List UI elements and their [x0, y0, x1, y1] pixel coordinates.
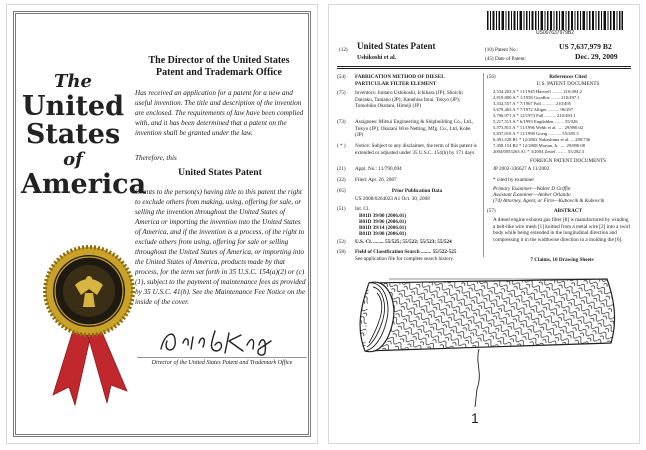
gold-seal-with-red-ribbon	[31, 245, 149, 415]
abstract-text: A diesel engine exhaust gas filter [8] is manufactured by winding a belt-like wire mesh [1] knitted from a metal wire [2] into a swirl body while being extended in the longitudinal direction and compressing it in the widthwise direction in a molding die [6].	[493, 217, 630, 243]
wire-mesh-filter-drawing	[349, 271, 619, 431]
patent-certificate-page	[6, 4, 318, 444]
drawing-reference-numeral: 1	[471, 410, 479, 426]
emblem-word: States	[25, 119, 121, 150]
emblem-word: United	[22, 91, 124, 122]
kind-code: (12)	[339, 47, 348, 53]
field-code: (21)	[337, 166, 346, 172]
claims-summary: 7 Claims, 10 Drawing Sheets	[530, 257, 594, 263]
column-divider	[483, 73, 484, 257]
int-cl-entry: B01D 39/14 (2006.01)	[359, 225, 407, 231]
reference-row: 5,573,815 A * 11/1996 Webb et al. ..... 29/890.02	[493, 125, 584, 130]
signature-line	[137, 357, 307, 358]
patent-date: Dec. 29, 2009	[575, 52, 618, 61]
us-cl: U.S. Cl. ........ 55/525; 55/522; 55/523; 55/524	[355, 239, 452, 245]
reference-row: 3,679,463 A * 7/1972 Alliger .......... 96/297	[493, 107, 574, 112]
emblem-word: of	[63, 149, 83, 170]
filed-date: Filed: Apr. 26, 2007	[355, 177, 397, 183]
field-code: (58)	[337, 249, 346, 255]
director-heading: The Director of the United States Patent and Trademark Office	[148, 55, 290, 78]
reference-row: 2,534,203 A * 11/1945 Harwell ......... 210/494.2	[493, 89, 582, 94]
header-rule	[337, 66, 631, 67]
emblem-word: America	[21, 169, 147, 200]
references-heading: References Cited	[549, 74, 587, 80]
attorney: (74) Attorney, Agent, or Firm—Kubovcik & Kubovcik	[493, 198, 605, 204]
inventors-field: Inventors: Juntaro Ushikoshi, Ichihara (JP); Shoichi Dairaku, Tamano (JP); Kanehisa Imai, Tokyo (JP); Tomohiko Okutani, Himeji (JP)	[355, 90, 463, 110]
emblem-united-states-of-america	[21, 71, 147, 200]
cited-note: * cited by examiner	[493, 177, 535, 183]
patent-number-label: (10) Patent No.:	[485, 47, 519, 53]
reference-row: 7,458,154 B2 * 12/2008 Marian, Jr. ..... 29/890.08	[493, 143, 586, 148]
date-label: (45) Date of Patent:	[485, 56, 527, 62]
field-code: (22)	[337, 177, 346, 183]
assignees-field: Assignees: Mitsui Engineering & Shipbuilding Co., Ltd., Tokyo (JP); Okutani Wire Netting, Mfg. Co., Ltd, Kobe (JP)	[355, 119, 474, 139]
invention-title: FABRICATION METHOD OF DIESEL PARTICULAR FILTER ELEMENT	[355, 74, 445, 87]
header-rule	[337, 68, 631, 69]
barcode-number: US007637979B2	[535, 30, 575, 36]
reference-row: 5,217,513 A * 6/1993 Engdahlen ........ 55/526	[493, 119, 578, 124]
reference-row: 5,837,018 A * 11/1998 Goerg ........... 55/385.3	[493, 131, 579, 136]
patent-heading: United States Patent	[357, 41, 436, 51]
field-of-search: Field of Classification Search ........ 55/522-525	[355, 249, 457, 255]
search-history-note: See application file for complete search history.	[355, 256, 454, 262]
prior-publication-heading: Prior Publication Data	[391, 188, 443, 194]
field-code: (65)	[337, 188, 346, 194]
reference-row: 6,491,528 B1 * 12/2002 Nakashima et al. ... 280/736	[493, 137, 591, 142]
patent-number: US 7,637,979 B2	[559, 42, 612, 51]
primary-examiner: Primary Examiner—Walter D Griffin	[493, 186, 571, 192]
notice-field: Notice: Subject to any disclaimer, the term of this patent is extended or adjusted under 35 U.S.C. 154(b) by 171 days.	[355, 143, 477, 156]
int-cl-entry: B01D 39/08 (2006.01)	[359, 231, 407, 237]
foreign-docs-heading: FOREIGN PATENT DOCUMENTS	[529, 158, 607, 164]
field-code: ( * )	[337, 143, 346, 149]
abstract-code: (57)	[487, 208, 496, 214]
reference-row: 2,819,800 A * 1/1958 Goodloe ........ 210/497.1	[493, 95, 580, 100]
inventors-short: Ushikoshi et al.	[357, 55, 397, 61]
assistant-examiner: Assistant Examiner—Amber Orlando	[493, 192, 571, 198]
int-cl-label: Int. Cl.	[355, 206, 370, 212]
emblem-word: The	[54, 71, 92, 92]
reference-row: 2004/0055263 A1 * 3/2004 Zettel ......... 55/282.3	[493, 149, 585, 154]
director-signature	[155, 323, 275, 357]
barcode	[487, 11, 623, 30]
patent-front-page: US007637979B2 (12) United States Patent Ushikoshi et al. (10) Patent No.: US 7,637,979 B2 (45) Date of Patent: Dec. 29, 2009 (54) FABRICATION METHOD OF DIESEL PARTICULAR FILTER ELEMENT (75) Inventors: Juntaro Ushikoshi, Ichihara (JP); Shoichi Dairaku, Tamano (JP); Kanehisa Imai, Tokyo (JP); Tomohiko Okutani, Himeji (JP) (73) Assignees: Mitsui Engineering & Shipbuilding Co., Ltd., Tokyo (JP); Okutani Wire Netting, Mfg. Co., Ltd, Kobe (JP) ( * ) Notice: Subject to any disclaimer, the term of this patent is extended or adjusted under 35 U.S.C. 154(b) by 171 days. (21) Appl. No.: 11/790,694 (22) Filed: Apr. 26, 2007 (65) Prior Publication Data US 2008/0264023 A1 Oct. 30, 2008 (51) Int. Cl. B01D 39/00 (2006.01) B01D 39/06 (2006.01) B01D 39/14 (2006.01) B01D 39/08 (2006.01) (52) U.S. Cl. ........ 55/525; 55/522; 55/523; 55/524 (58) Field of Classification Search ........ 55/522-525 See application file for complete search history. (56) References Cited U.S. PATENT DOCUMENTS 2,534,203 A * 11/1945 Harwell ......... 210/494.2 2,819,800 A * 1/1958 Goodloe ........ 210/497.1 3,332,557 A * 7/1967 Pall ........... 210/495 3,679,463 A * 7/1972 Alliger .......... 96/297 3,796,971 A * 12/1973 Pall .......... 210/493.1 5,217,513 A * 6/1993 Engdahlen ........ 55/526 5,573,815 A * 11/1996 Webb et al. ..... 29/890.02 5,837,018 A * 11/1998 Goerg ........... 55/385.3 6,491,528 B1 * 12/2002 Nakashima et al. ... 280/736 7,458,154 B2 * 12/2008 Marian, Jr. ..... 29/890.08 2004/0055263 A1 * 3/2004 Zettel ......... 55/282.3 FOREIGN PATENT DOCUMENTS JP 2002-336627 A 11/2002 * cited by examiner Primary Examiner—Walter D Griffin Assistant Examiner—Amber Orlando (74) Attorney, Agent, or Firm—Kubovcik & Kubovcik (57) ABSTRACT A diesel engine exhaust gas filter [8] is manufactured by winding a belt-like wire mesh [1] knitted from a metal wire [2] into a swirl body while being extended in the longitudinal direction and compressing it in the widthwise direction in a molding die [6]. 7 Claims, 10 Drawing Sheets 1	[328, 4, 640, 444]
application-number: Appl. No.: 11/790,694	[355, 166, 402, 172]
us-docs-heading: U.S. PATENT DOCUMENTS	[536, 81, 600, 87]
field-code: (52)	[337, 239, 346, 245]
int-cl-entry: B01D 39/06 (2006.01)	[359, 219, 407, 225]
field-code: (73)	[337, 119, 346, 125]
field-code: (51)	[337, 206, 346, 212]
certificate-title: United States Patent	[178, 167, 262, 178]
grant-paragraph: Grants to the person(s) having title to this patent the right to exclude others from making, using, offering for sale, or selling the invention throughout the United States of America or importing the invention into the United States of America, and if the invention is a process, of the right to exclude others from using, offering for sale or selling throughout the United States of America, or importing into the United States of America, products made by that process, for the term set forth in 35 U.S.C. 154(a)(2) or (c)(1), subject to the payment of maintenance fees as provided by 35 U.S.C. 41(b). See the Maintenance Fee Notice on the inside of the cover.	[135, 188, 306, 306]
therefore-line: Therefore, this	[135, 154, 177, 162]
prior-publication: US 2008/0264023 A1 Oct. 30, 2008	[355, 196, 430, 202]
reference-row: 3,332,557 A * 7/1967 Pall ........... 210/495	[493, 101, 571, 106]
field-code: (75)	[337, 90, 346, 96]
int-cl-entry: B01D 39/00 (2006.01)	[359, 213, 407, 219]
field-code: (54)	[337, 74, 346, 80]
abstract-heading: ABSTRACT	[553, 208, 583, 214]
reference-row: 3,796,971 A * 12/1973 Pall .......... 210/493.1	[493, 113, 576, 118]
signature-caption: Director of the United States Patent and Trademark Office	[151, 360, 293, 366]
intro-paragraph: Has received an application for a patent for a new and useful invention. The title and description of the invention are enclosed. The requirements of law have been complied with, and it has been determined that a patent on the invention shall be granted under the law.	[135, 89, 304, 137]
foreign-reference-row: JP 2002-336627 A 11/2002	[493, 166, 550, 172]
